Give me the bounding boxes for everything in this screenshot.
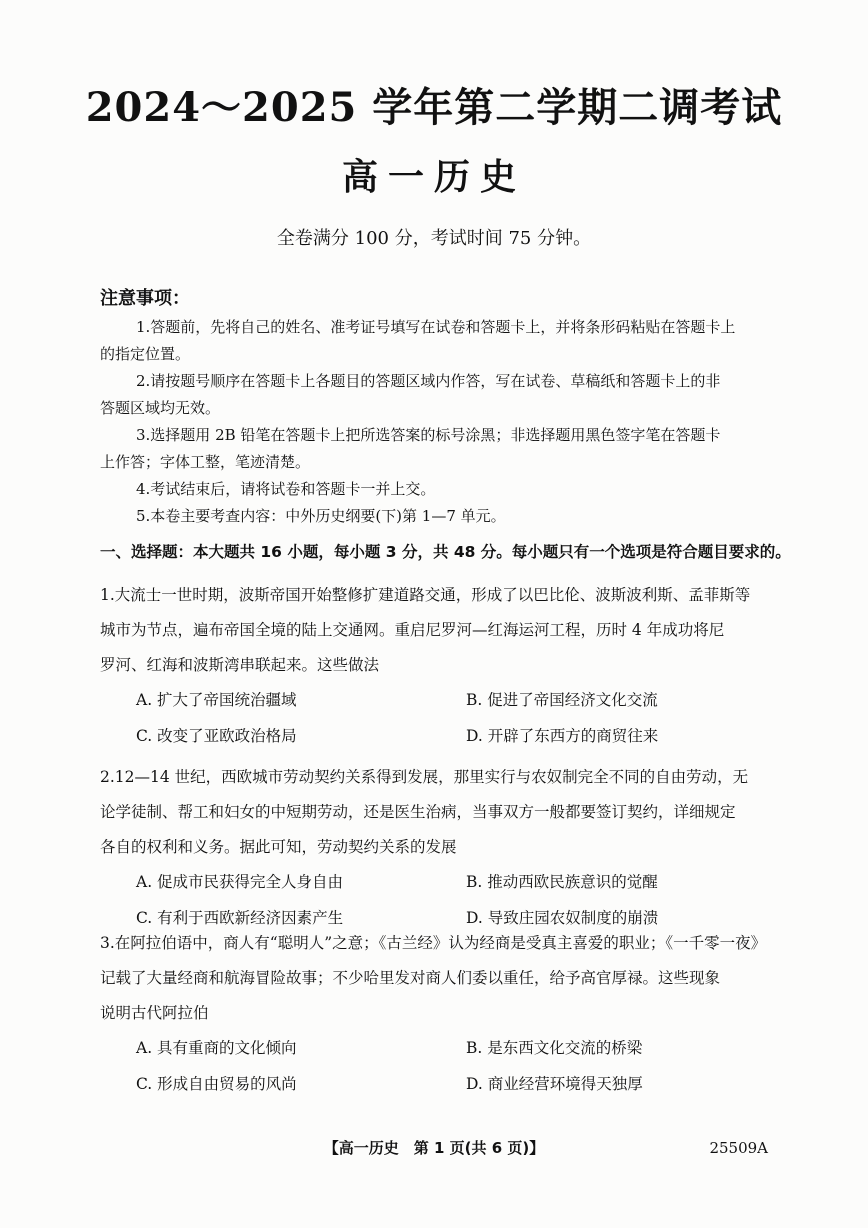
option-c: C. 有利于西欧新经济因素产生 — [136, 909, 344, 927]
notice-heading: 注意事项： — [100, 288, 190, 309]
notice-line: 4.考试结束后，请将试卷和答题卡一并上交。 — [136, 480, 436, 498]
option-d: D. 导致庄园农奴制度的崩溃 — [466, 909, 659, 927]
footer-exam-code: 25509A — [709, 1139, 768, 1157]
question-stem-line: 2.12—14 世纪，西欧城市劳动契约关系得到发展，那里实行与农奴制完全不同的自由劳动，无 — [100, 768, 749, 786]
question-stem-line: 罗河、红海和波斯湾串联起来。这些做法 — [100, 656, 380, 674]
option-b: B. 推动西欧民族意识的觉醒 — [466, 873, 658, 891]
question-stem-line: 城市为节点，遍布帝国全境的陆上交通网。重启尼罗河—红海运河工程，历时 4 年成功将尼 — [100, 621, 725, 639]
option-b: B. 促进了帝国经济文化交流 — [466, 691, 658, 709]
exam-subject: 高一历史 — [341, 157, 526, 198]
question-3 — [100, 926, 790, 1103]
notice-list — [100, 314, 790, 530]
footer-page-info: 【高一历史 第 1 页(共 6 页)】 — [323, 1139, 545, 1157]
option-c: C. 改变了亚欧政治格局 — [136, 727, 297, 745]
question-stem-line: 记载了大量经商和航海冒险故事；不少哈里发对商人们委以重任，给予高官厚禄。这些现象 — [100, 969, 721, 987]
option-b: B. 是东西文化交流的桥梁 — [466, 1039, 643, 1057]
notice-line: 2.请按题号顺序在答题卡上各题目的答题区域内作答，写在试卷、草稿纸和答题卡上的非 — [136, 372, 721, 390]
question-stem-line: 1.大流士一世时期，波斯帝国开始整修扩建道路交通，形成了以巴比伦、波斯波利斯、孟菲斯等 — [100, 586, 751, 604]
option-a: A. 促成市民获得完全人身自由 — [136, 873, 344, 891]
question-stem-line: 论学徒制、帮工和妇女的中短期劳动，还是医生治病，当事双方一般都要签订契约，详细规定 — [100, 803, 736, 821]
notice-line: 上作答；字体工整，笔迹清楚。 — [100, 453, 311, 471]
notice-line: 答题区域均无效。 — [100, 399, 221, 417]
notice-line: 1.答题前，先将自己的姓名、准考证号填写在试卷和答题卡上，并将条形码粘贴在答题卡上 — [136, 318, 736, 336]
notice-line: 3.选择题用 2B 铅笔在答题卡上把所选答案的标号涂黑；非选择题用黑色签字笔在答题卡 — [136, 426, 721, 444]
score-info: 全卷满分 100 分，考试时间 75 分钟。 — [276, 228, 592, 249]
question-stem-line: 3.在阿拉伯语中，商人有“聪明人”之意；《古兰经》认为经商是受真主喜爱的职业；《一千零一夜》 — [100, 934, 767, 952]
question-options — [100, 683, 790, 755]
question-stem-line: 说明古代阿拉伯 — [100, 1004, 209, 1022]
notice-line: 的指定位置。 — [100, 345, 191, 363]
option-d: D. 开辟了东西方的商贸往来 — [466, 727, 659, 745]
question-1 — [100, 578, 790, 755]
option-d: D. 商业经营环境得天独厚 — [466, 1075, 643, 1093]
question-2 — [100, 760, 790, 937]
question-options — [100, 1031, 790, 1103]
option-a: A. 扩大了帝国统治疆域 — [136, 691, 297, 709]
question-stem-line: 各自的权利和义务。据此可知，劳动契约关系的发展 — [100, 838, 457, 856]
page-footer — [0, 1135, 868, 1161]
option-c: C. 形成自由贸易的风尚 — [136, 1075, 297, 1093]
option-a: A. 具有重商的文化倾向 — [136, 1039, 297, 1057]
notice-line: 5.本卷主要考查内容：中外历史纲要(下)第 1—7 单元。 — [136, 507, 506, 525]
section-heading: 一、选择题：本大题共 16 小题，每小题 3 分，共 48 分。每小题只有一个选项是符合题目要求的。 — [100, 543, 791, 561]
exam-title: 2024～2025 学年第二学期二调考试 — [85, 84, 783, 131]
